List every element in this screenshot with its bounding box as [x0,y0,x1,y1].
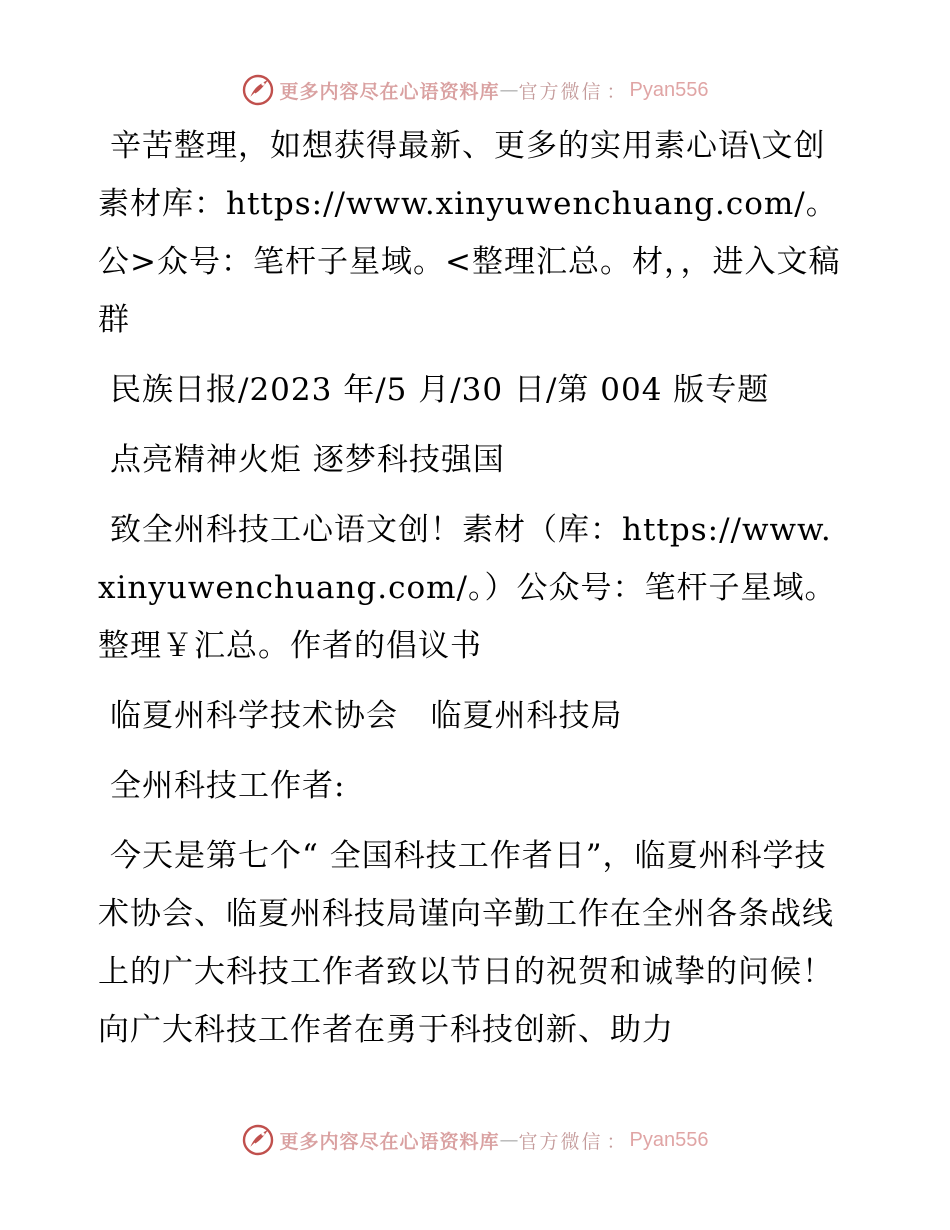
banner-wechat-label: 官方微信 [518,80,603,103]
document-body [98,117,850,1071]
salutation: 全州科技工作者: [110,768,346,804]
issuers-line: 临夏州科学技术协会 临夏州科技局 [110,698,623,734]
footer-banner [0,1120,950,1160]
article-title: 点亮精神火炬 逐梦科技强国 [110,442,505,478]
banner-colon: ： [606,80,626,103]
quill-pen-logo-icon [241,73,275,107]
banner-colon: ： [606,1130,626,1153]
banner-wechat-id: Pyan556 [629,78,709,101]
article-subtitle: 致全州科技工心语文创！素材（库：https://www.xinyuwenchuang.com/。）公众号：笔杆子星域。整理￥汇总。作者的倡议书 [98,512,837,664]
banner-separator: — [499,1129,519,1151]
banner-wechat-label: 官方微信 [518,1130,603,1153]
header-banner [0,70,950,110]
banner-wechat-id: Pyan556 [629,1128,709,1151]
banner-separator: — [499,79,519,101]
intro-paragraph: 辛苦整理，如想获得最新、更多的实用素心语\文创素材库：https://www.xinyuwenchuang.com/。公>众号：笔杆子星域。<整理汇总。材，，进入文稿群 [98,128,841,338]
banner-site-text: 更多内容尽在心语资料库 [279,1130,500,1153]
source-line: 民族日报/2023 年/5 月/30 日/第 004 版专题 [110,372,770,408]
quill-pen-logo-icon [241,1123,275,1157]
body-paragraph: 今天是第七个“ 全国科技工作者日”，临夏州科学技术协会、临夏州科技局谨向辛勤工作在全州各条战线上的广大科技工作者致以节日的祝贺和诚挚的问候！向广大科技工作者在勇于科技创新、助力 [98,838,834,1048]
banner-site-text: 更多内容尽在心语资料库 [279,80,500,103]
